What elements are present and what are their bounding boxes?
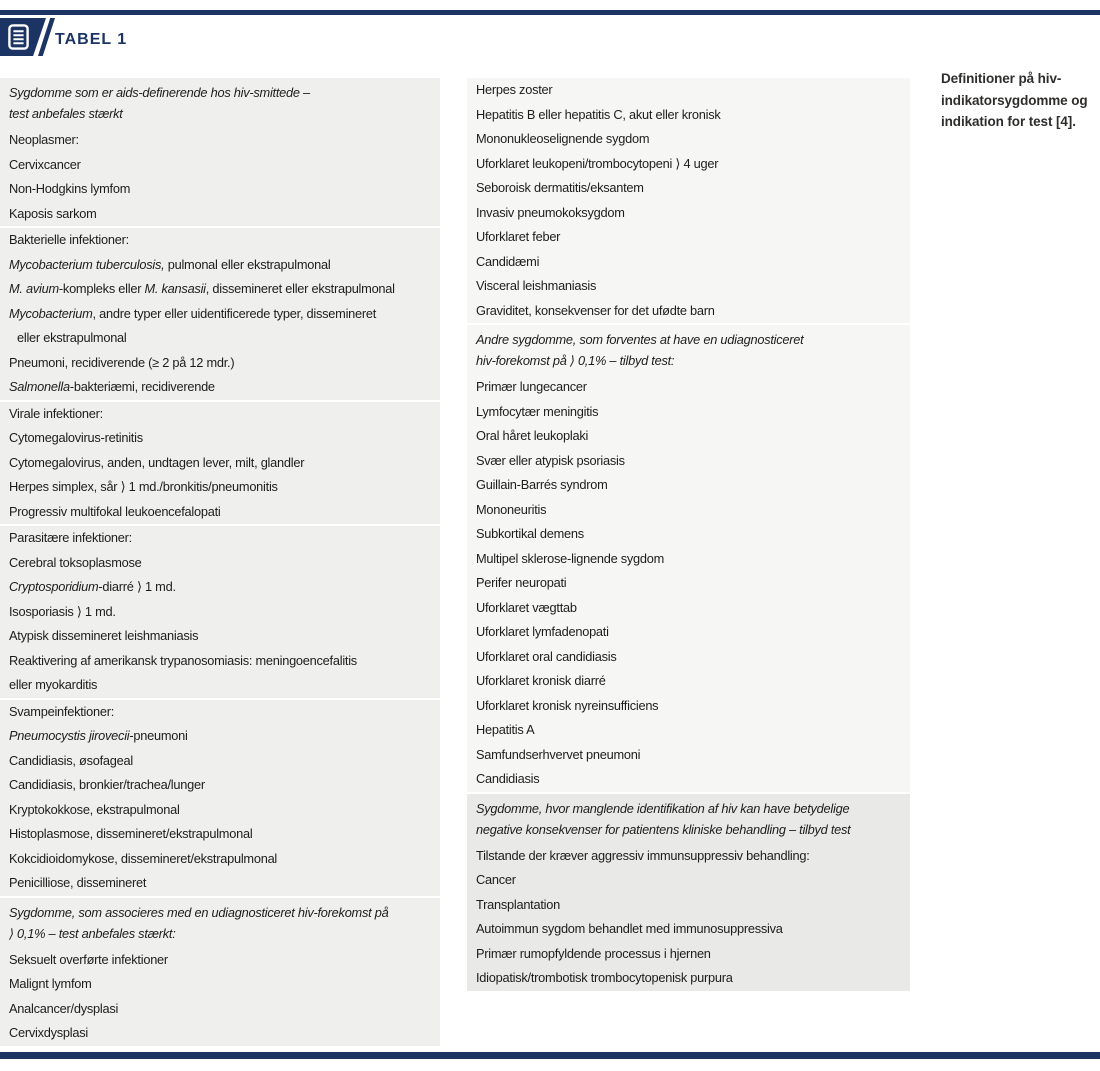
table-row: Lymfocytær meningitis <box>476 403 599 419</box>
table-group <box>0 700 440 896</box>
table-row: Neoplasmer: <box>9 132 79 147</box>
table-row: Histoplasmose, dissemineret/ekstrapulmonal <box>9 826 253 841</box>
table-row: Cervixdysplasi <box>9 1025 88 1040</box>
table-row: Multipel sklerose-lignende sygdom <box>476 550 665 566</box>
table-row: Uforklaret kronisk diarré <box>476 673 606 688</box>
table-row: Samfundserhvervet pneumoni <box>476 746 641 762</box>
table-row: Virale infektioner: <box>9 405 103 421</box>
table-row: Cerebral toksoplasmose <box>9 554 142 570</box>
table-caption: Definitioner på hiv-indikatorsygdomme og indikation for test [4]. <box>941 71 1088 129</box>
table-row: Hepatitis B eller hepatitis C, akut eller kronisk <box>476 106 721 122</box>
table-group <box>0 526 440 698</box>
table-row: Candidæmi <box>476 253 540 269</box>
table-group <box>0 898 440 1046</box>
table-row: Idiopatisk/trombotisk trombocytopenisk purpura <box>476 970 733 985</box>
table-row: Tilstande der kræver aggressiv immunsuppressiv behandling: <box>476 847 810 863</box>
table-row: M. avium-kompleks eller M. kansasii, dissemineret eller ekstrapulmonal <box>9 281 395 296</box>
table-row: Primær lungecancer <box>476 379 587 394</box>
section-header-row: Sygdomme, hvor manglende identifikation af hiv kan have betydelige negative konsekvenser for patientens kliniske behandling – tilbyd test <box>476 800 851 837</box>
section-header-row: Sygdomme som er aids-definerende hos hiv-smittede – test anbefales stærkt <box>9 85 310 121</box>
table-row: Pneumocystis jirovecii-pneumoni <box>9 728 188 743</box>
table-row: Candidiasis <box>476 771 540 786</box>
table-row: Perifer neuropati <box>476 575 567 590</box>
table-title: TABEL 1 <box>55 31 128 48</box>
table-row: Malignt lymfom <box>9 976 92 991</box>
table-row: Subkortikal demens <box>476 526 584 541</box>
table-row: Reaktivering af amerikansk trypanosomiasis: meningoencefalitis eller myokarditis <box>9 652 357 692</box>
table-row: Analcancer/dysplasi <box>9 1000 119 1016</box>
table-row: Uforklaret leukopeni/trombocytopeni ⟩ 4 uger <box>476 155 719 171</box>
table-row: Cryptosporidium-diarré ⟩ 1 md. <box>9 579 176 594</box>
section-header-row: Andre sygdomme, som forventes at have en udiagnosticeret hiv-forekomst på ⟩ 0,1% – tilbyd test: <box>476 332 804 368</box>
table-row: Candidiasis, bronkier/trachea/lunger <box>9 777 205 792</box>
table-row: Herpes zoster <box>476 82 553 97</box>
table-row: Visceral leishmaniasis <box>476 278 597 293</box>
table-group <box>0 402 440 525</box>
table-row: Cytomegalovirus-retinitis <box>9 430 143 445</box>
table-row: Transplantation <box>476 896 560 912</box>
table-group <box>467 794 910 991</box>
table-group <box>467 78 910 323</box>
section-header-row: Sygdomme, som associeres med en udiagnosticeret hiv-forekomst på ⟩ 0,1% – test anbefales stærkt: <box>9 904 389 941</box>
document-lines-icon <box>8 24 29 50</box>
table-group <box>0 228 440 400</box>
table-row: Autoimmun sygdom behandlet med immunosuppressiva <box>476 921 783 936</box>
bottom-rule <box>0 1052 1100 1059</box>
table-row: Candidiasis, øsofageal <box>9 752 133 768</box>
table-row: Svampeinfektioner: <box>9 703 115 719</box>
table-row: Hepatitis A <box>476 722 535 737</box>
table-row: Invasiv pneumokoksygdom <box>476 204 625 220</box>
table-row: Pneumoni, recidiverende (≥ 2 på 12 mdr.) <box>9 354 235 370</box>
table-row: Mononukleoselignende sygdom <box>476 131 650 146</box>
table-row: Kokcidioidomykose, dissemineret/ekstrapulmonal <box>9 850 278 866</box>
table-row: Kryptokokkose, ekstrapulmonal <box>9 801 180 817</box>
table-row: Oral håret leukoplaki <box>476 428 589 443</box>
table-row: Uforklaret oral candidiasis <box>476 648 617 664</box>
table-row: Svær eller atypisk psoriasis <box>476 452 625 468</box>
table-row: Mycobacterium tuberculosis, pulmonal eller ekstrapulmonal <box>9 256 331 272</box>
table-tab-shape <box>0 18 46 56</box>
table-row: Cytomegalovirus, anden, undtagen lever, milt, glandler <box>9 454 305 470</box>
table-column-right <box>467 78 910 993</box>
table-row: Mycobacterium, andre typer eller uidentificerede typer, dissemineret eller ekstrapulmonal <box>9 305 377 345</box>
table-row: Cancer <box>476 872 516 887</box>
table-row: Seboroisk dermatitis/eksantem <box>476 180 644 195</box>
table-row: Parasitære infektioner: <box>9 530 132 545</box>
table-row: Uforklaret vægttab <box>476 599 577 615</box>
table-row: Mononeuritis <box>476 501 547 517</box>
table-row: Seksuelt overførte infektioner <box>9 951 168 967</box>
table-row: Salmonella-bakteriæmi, recidiverende <box>9 379 215 394</box>
table-row: Isosporiasis ⟩ 1 md. <box>9 603 116 619</box>
table-row: Primær rumopfyldende processus i hjernen <box>476 945 711 961</box>
table-row: Guillain-Barrés syndrom <box>476 477 608 492</box>
table-row: Herpes simplex, sår ⟩ 1 md./bronkitis/pneumonitis <box>9 479 278 494</box>
table-row: Non-Hodgkins lymfom <box>9 181 131 196</box>
table-column-left <box>0 78 440 1048</box>
table-row: Penicilliose, dissemineret <box>9 875 147 890</box>
top-rule <box>0 10 1100 15</box>
table-row: Atypisk dissemineret leishmaniasis <box>9 628 199 643</box>
table-row: Kaposis sarkom <box>9 205 97 221</box>
table-row: Bakterielle infektioner: <box>9 232 129 247</box>
table-row: Graviditet, konsekvenser for det ufødte barn <box>476 302 715 318</box>
table-group <box>467 325 910 792</box>
table-row: Uforklaret lymfadenopati <box>476 624 609 639</box>
table-group <box>0 78 440 226</box>
table-row: Uforklaret kronisk nyreinsufficiens <box>476 697 659 713</box>
table-row: Cervixcancer <box>9 156 81 172</box>
table-row: Progressiv multifokal leukoencefalopati <box>9 503 221 519</box>
table-row: Uforklaret feber <box>476 229 561 244</box>
